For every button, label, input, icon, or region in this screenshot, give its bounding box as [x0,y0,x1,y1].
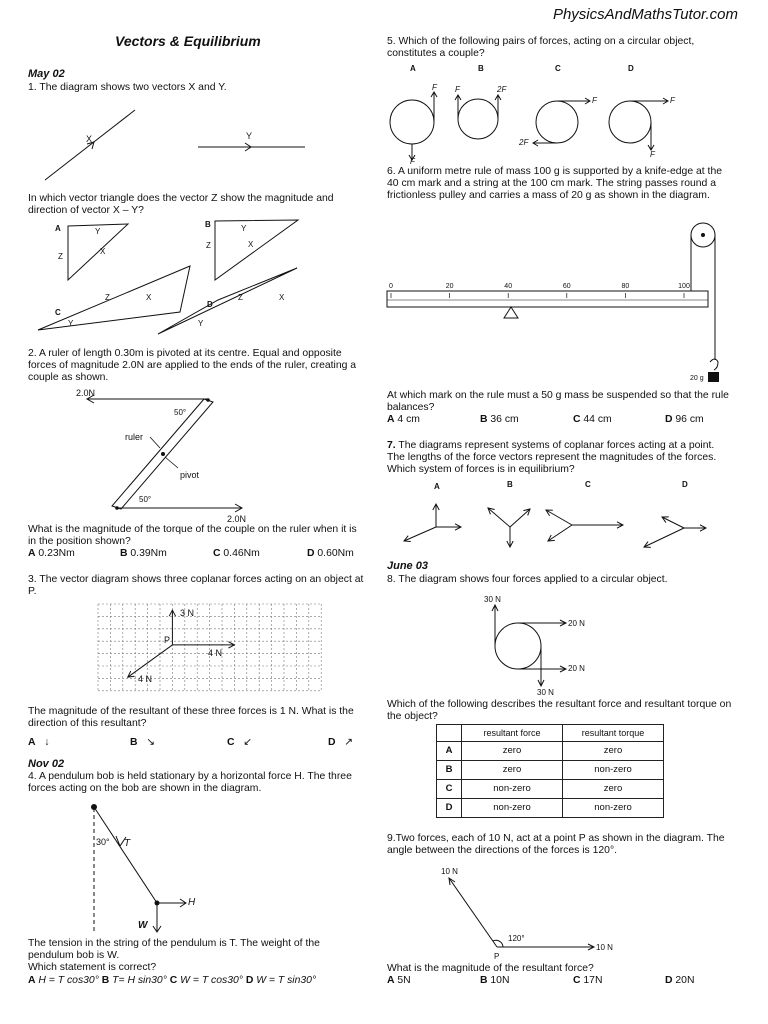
q6-option-b[interactable]: B 36 cm [480,414,519,425]
q4-w-label: W [138,920,148,931]
q1-label-y: Y [246,131,253,141]
q4-option-c[interactable]: C W = T cos30° [169,975,243,986]
q6-mass [708,372,719,382]
q1-b-x: X [248,240,254,249]
q5-letter-b: B [478,64,484,73]
q2-pivot-dot [161,452,165,456]
q3-question: The magnitude of the resultant of these three forces is 1 N. What is the direction of this resultant? [28,706,354,730]
q1-label-c: C [55,308,61,317]
q1-triangle-c [38,266,190,330]
q1-label-b: B [205,220,211,229]
q9-force-1 [449,878,497,947]
q8-row-force: non-zero [462,799,563,818]
q8-force-top: 30 N [484,595,501,604]
q8-row-force: zero [462,761,563,780]
q8-table-corner [437,725,462,742]
q3-force-right-label: 4 N [208,648,223,658]
q8-row-torque: zero [563,742,664,761]
q9-text: 9.Two forces, each of 10 N, act at a point P as shown in the diagram. The angle between the directions of the forces is 120°. [387,833,725,857]
q3-option-a[interactable]: A ↓ [28,737,50,748]
q5-circle-c [536,101,578,143]
q8-row-letter: B [437,761,462,780]
q8-option-c[interactable] [437,780,664,799]
q7-letter-c: C [585,480,591,489]
q8-text: 8. The diagram shows four forces applied to a circular object. [387,574,668,585]
q8-row-torque: zero [563,780,664,799]
q7-a-left-down [404,527,436,541]
q8-row-force: non-zero [462,780,563,799]
q7-c-down-left-head [548,535,555,541]
q6-option-d[interactable]: D 96 cm [665,414,704,425]
q4-option-b[interactable]: B T= H sin30° [101,975,167,986]
q2-end-dot-bottom [115,506,119,510]
site-name[interactable]: PhysicsAndMathsTutor.com [552,6,738,23]
q5-a-f-bottom: F [410,157,415,166]
q4-option-a[interactable]: A H = T cos30° [28,975,99,986]
q5-d-f-right: F [670,96,675,105]
q7-text: 7. The diagrams represent systems of coplanar forces acting at a point. The lengths of the force vectors represent the magnitudes of the forces. Which system of forces is in equilibrium? [387,440,717,476]
q5-letter-a: A [410,64,416,73]
q9-question: What is the magnitude of the resultant force? [387,963,594,974]
q2-option-c[interactable]: C 0.46Nm [213,548,260,559]
q2-option-b[interactable]: B 0.39Nm [120,548,167,559]
q9-point-label: P [494,952,500,961]
q8-options-table [436,724,664,818]
q5-circle-d [609,101,651,143]
q1-triangle-b [215,220,298,280]
q4-t-label: T [124,838,131,849]
q6-tick-label: 0 [389,283,393,290]
q2-option-a[interactable]: A 0.23Nm [28,548,75,559]
section-june-03: June 03 [387,560,428,572]
q3-option-c[interactable]: C ↙ [227,737,252,748]
q5-a-f-top: F [432,83,437,92]
q9-option-b[interactable]: B 10N [480,975,510,986]
q3-force-up-label: 3 N [180,608,195,618]
section-may-02: May 02 [28,68,65,80]
q1-c-z: Z [105,293,110,302]
q8-header-torque: resultant torque [563,725,664,742]
q5-letter-c: C [555,64,561,73]
q7-b-up-right [510,509,530,527]
q6-rule-bar [387,291,708,307]
q6-hook [710,359,718,370]
q1-a-x: X [100,247,106,256]
q5-d-f-down: F [650,150,655,159]
q6-tick-label: 60 [562,283,571,290]
q1-c-y: Y [68,319,74,328]
q8-force-right-bottom: 20 N [568,664,585,673]
q1-label-a: A [55,224,61,233]
q5-text: 5. Which of the following pairs of forces, acting on a circular object, constitutes a couple? [387,36,695,60]
q8-row-torque: non-zero [563,799,664,818]
q2-angle-bottom: 50° [139,495,152,504]
q4-h-label: H [188,897,196,908]
q2-angle-top: 50° [174,408,187,417]
q1-a-y: Y [95,227,101,236]
q1-b-y: Y [241,224,247,233]
q9-angle-label: 120° [508,934,525,943]
q4-question-a: The tension in the string of the pendulum is T. The weight of the pendulum bob is W. [28,938,320,962]
q2-pivot-label: pivot [180,470,200,480]
q6-knife-edge [504,307,518,318]
q8-force-right-top: 20 N [568,619,585,628]
q2-force-top-label: 2.0N [76,388,96,398]
q8-question: Which of the following describes the resultant force and resultant torque on the object? [387,699,732,723]
q8-circle [495,623,541,669]
q1-label-d: D [207,300,213,309]
q4-options [28,975,373,987]
q5-c-f: F [592,96,597,105]
q6-tick-label: 20 [445,283,454,290]
q3-point-label: P [164,635,171,645]
q5-b-2f: 2F [497,85,507,94]
page-title: Vectors & Equilibrium [115,33,261,49]
q2-ruler-leader [150,437,160,448]
q6-tick-label: 80 [621,283,630,290]
q5-letter-d: D [628,64,634,73]
q1-d-x: X [279,293,285,302]
q8-option-b[interactable] [437,761,664,780]
q8-row-torque: non-zero [563,761,664,780]
q2-question: What is the magnitude of the torque of the couple on the ruler when it is in the position shown? [28,524,357,548]
q8-header-force: resultant force [462,725,563,742]
q6-tick-label: 100 [678,283,690,290]
q5-circle-b [458,99,498,139]
q9-forces-diagram [0,0,1,1]
q1-c-x: X [146,293,152,302]
q2-text: 2. A ruler of length 0.30m is pivoted at its centre. Equal and opposite forces of magnitude 2.0N are applied to the ends of the ruler, creating a couple as shown. [28,348,357,384]
q5-circle-a [390,100,434,144]
q4-angle-label: 30° [96,837,110,847]
q9-force-1-label: 10 N [441,867,458,876]
q1-triangle-d [158,268,297,334]
q6-text: 6. A uniform metre rule of mass 100 g is supported by a knife-edge at the 40 cm mark and a string at the 100 cm mark. The string passes round a frictionless pulley and carries a mass of 20 g as shown in the diagram. [387,166,722,202]
q5-b-f: F [455,85,460,94]
q7-c-up-left [546,510,572,525]
q1-text: 1. The diagram shows two vectors X and Y. [28,82,227,93]
q1-question: In which vector triangle does the vector Z show the magnitude and direction of vector X – Y? [28,193,334,217]
q3-option-b[interactable]: B ↘ [130,737,155,748]
q4-option-d[interactable]: D W = T sin30° [245,975,317,986]
q2-force-bottom-label: 2.0N [227,514,247,524]
q2-end-dot-top [206,398,210,402]
q1-d-y: Y [198,319,204,328]
q3-text: 3. The vector diagram shows three coplanar forces acting on an object at P. [28,574,364,598]
q6-mass-label: 20 g [690,375,704,382]
q7-letter-a: A [434,482,440,491]
q9-option-c[interactable]: C 17N [573,975,603,986]
q8-table-header-row [437,725,664,742]
q7-d-down-left [644,528,684,547]
q7-b-up-left [488,508,510,527]
q8-force-bottom: 30 N [537,688,554,697]
q1-b-z: Z [206,241,211,250]
q2-option-d[interactable]: D 0.60Nm [307,548,354,559]
q4-question-b: Which statement is correct? [28,962,157,973]
q8-row-letter: D [437,799,462,818]
q1-label-x: X [86,134,93,144]
q9-option-d[interactable]: D 20N [665,975,695,986]
q7-letter-d: D [682,480,688,489]
q7-c-down-left [548,525,572,541]
q6-option-a[interactable]: A 4 cm [387,414,420,425]
q1-a-z: Z [58,252,63,261]
q9-option-a[interactable]: A 5N [387,975,411,986]
q6-question: At which mark on the rule must a 50 g mass be suspended so that the rule balances? [387,390,729,414]
q8-row-force: zero [462,742,563,761]
q2-ruler-label: ruler [125,432,144,442]
q4-string [94,807,157,903]
q1-d-z: Z [238,293,243,302]
q2-pivot-leader [165,457,178,468]
q5-c-2f: 2F [519,138,529,147]
q8-option-a[interactable] [437,742,664,761]
q7-letter-b: B [507,480,513,489]
q6-tick-label: 40 [504,283,513,290]
q9-force-2-label: 10 N [596,943,613,952]
q4-text: 4. A pendulum bob is held stationary by a horizontal force H. The three forces acting on the bob are shown in the diagram. [28,771,352,795]
q3-force-left-label: 4 N [138,674,153,684]
q6-option-c[interactable]: C 44 cm [573,414,612,425]
section-nov-02: Nov 02 [28,758,65,770]
q8-row-letter: C [437,780,462,799]
q8-option-d[interactable] [437,799,664,818]
q3-option-d[interactable]: D ↗ [328,737,353,748]
q8-row-letter: A [437,742,462,761]
